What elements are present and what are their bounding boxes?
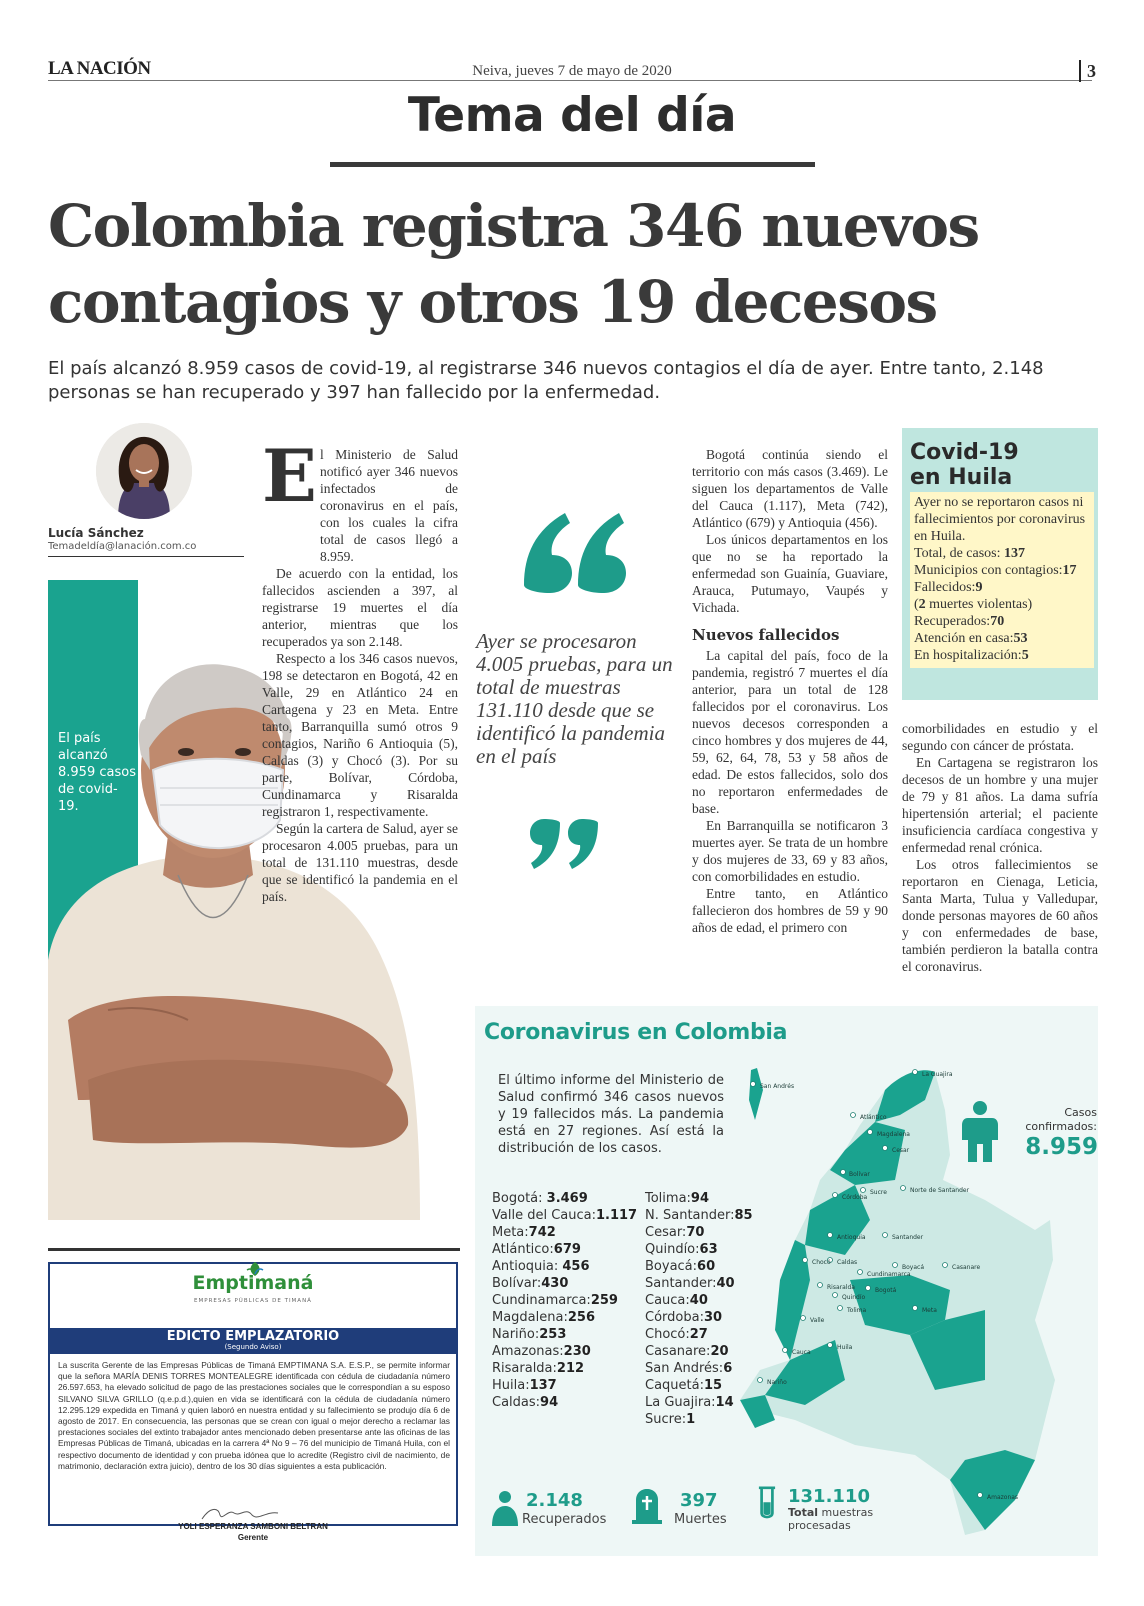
department-value: 20: [710, 1344, 729, 1359]
muestras-value: 131.110: [788, 1486, 870, 1507]
department-row: [492, 1394, 627, 1411]
huila-violentas: (2 muertes violentas): [914, 597, 1033, 612]
map-label: Casanare: [952, 1264, 981, 1271]
department-value: 94: [690, 1191, 710, 1206]
label: Fallecidos:: [914, 580, 976, 595]
label: Recuperados:: [914, 614, 991, 629]
huila-recuperados: [914, 613, 1090, 630]
muestras-label-bold: Total: [788, 1506, 819, 1519]
department-name: Chocó:: [645, 1327, 690, 1342]
person-icon: [960, 1100, 1000, 1162]
value: 70: [990, 614, 1005, 629]
department-row: [492, 1258, 627, 1275]
test-tube-icon: [752, 1486, 782, 1522]
department-name: Boyacá:: [645, 1259, 698, 1274]
label: Total, de casos:: [914, 546, 1004, 561]
department-row: [645, 1224, 755, 1241]
department-name: La Guajira:: [645, 1395, 716, 1410]
department-value: 94: [540, 1395, 559, 1410]
infographic-text: El último informe del Ministerio de Salud confirmó 346 casos nuevos y 19 fallecidos más. La pandemia está en 27 regiones. Así está la distribución de los casos.: [498, 1073, 724, 1156]
department-name: Bolívar:: [492, 1276, 542, 1291]
author-portrait-icon: [96, 423, 192, 519]
map-label: Bolívar: [849, 1171, 870, 1178]
label: Atención en casa:: [914, 631, 1014, 646]
edict-role: Gerente: [237, 1533, 269, 1542]
map-label: La Guajira: [922, 1071, 953, 1078]
department-value: 456: [562, 1259, 590, 1274]
paragraph: Los únicos departamentos en los que no se ha reportado la enfermedad son Guainía, Guaviare, Arauca, Putumayo, Vaupés y Vichada.: [692, 532, 888, 615]
label: En hospitalización:: [914, 648, 1022, 663]
map-label: Meta: [922, 1307, 937, 1314]
department-name: Córdoba:: [645, 1310, 704, 1325]
headline: Colombia registra 346 nuevos contagios y otros 19 decesos: [48, 192, 979, 336]
department-name: Huila:: [492, 1378, 530, 1393]
department-row: [492, 1224, 627, 1241]
department-value: 253: [539, 1327, 567, 1342]
department-value: 40: [716, 1276, 735, 1291]
department-value: 14: [715, 1395, 734, 1410]
department-value: 6: [723, 1361, 733, 1376]
department-name: Cesar:: [645, 1225, 687, 1240]
department-row: [645, 1275, 755, 1292]
department-name: Caquetá:: [645, 1378, 704, 1393]
value: 9: [975, 580, 983, 595]
map-label: Antioquia: [837, 1234, 866, 1241]
value: 53: [1013, 631, 1028, 646]
department-name: Quindío:: [645, 1242, 700, 1257]
paragraph: La capital del país, foco de la pandemia, registró 7 muertes el día anterior, para un total de 128 fallecidos por el coronavirus. Los nuevos decesos corresponden a cinco hombres y dos mujeres de 44, 59, 62, 64, 78, 53 y 58 años de edad. De estos fallecidos, solo dos no reportaron enfermedades de base.: [692, 648, 888, 816]
pull-quote: Ayer se procesaron 4.005 pruebas, para un total de muestras 131.110 desde que se identificó la pandemia en el país: [476, 629, 673, 768]
masthead-rule: [48, 80, 1092, 81]
department-value: 40: [689, 1293, 708, 1308]
department-value: 742: [528, 1225, 556, 1240]
department-name: Bogotá:: [492, 1191, 547, 1206]
huila-municipios: [914, 562, 1090, 579]
muestras-label-text: muestras procesadas: [788, 1506, 874, 1532]
department-row: [645, 1377, 755, 1394]
department-row: [492, 1309, 627, 1326]
recuperados-label: Recuperados: [522, 1512, 607, 1527]
department-row: [645, 1207, 755, 1224]
department-value: 256: [567, 1310, 595, 1325]
department-name: Meta:: [492, 1225, 529, 1240]
value: 137: [1004, 546, 1025, 561]
paragraph: comorbilidades en estudio y el segundo con cáncer de próstata.: [902, 721, 1098, 753]
huila-box-content: [910, 492, 1094, 668]
map-label: Atlántico: [860, 1114, 887, 1121]
photo-caption: El país alcanzó 8.959 casos de covid-19.: [58, 731, 136, 814]
huila-total: [914, 545, 1090, 562]
paragraph: Los otros fallecimientos se reportaron en Cienaga, Leticia, Santa Marta, Tulua y Valledupar, donde personas mayores de 60 años y con enfermedades de base, también perdieron la batalla contra el coronavirus.: [902, 857, 1098, 974]
map-label: Cauca: [792, 1349, 811, 1356]
muertes-label: Muertes: [674, 1512, 727, 1527]
department-value: 230: [563, 1344, 591, 1359]
map-label: Bogotá: [875, 1287, 897, 1294]
department-row: [645, 1241, 755, 1258]
department-name: Magdalena:: [492, 1310, 568, 1325]
department-list-right: [645, 1190, 755, 1428]
subhead: Nuevos fallecidos: [692, 626, 840, 644]
signature-mark: [200, 1505, 280, 1523]
department-row: [492, 1292, 627, 1309]
department-name: Casanare:: [645, 1344, 711, 1359]
map-label: Cundinamarca: [867, 1271, 911, 1278]
department-row: [645, 1292, 755, 1309]
paragraph: Respecto a los 346 casos nuevos, 198 se detectaron en Bogotá, 42 en Valle, 29 en Atlántico 24 en Cartagena y 23 en Meta. Entre tanto, Barranquilla sumó otros 9 contagios, Nariño 6 Antioquia (5), Caldas (3) y Chocó (3). Por su parte, Bolívar, Córdoba, Cundinamarca y Risaralda registraron 1, respectivamente.: [262, 651, 458, 819]
map-label: Norte de Santander: [910, 1187, 970, 1194]
casos-value: 8.959: [1025, 1134, 1098, 1160]
department-row: [645, 1326, 755, 1343]
department-row: [492, 1241, 627, 1258]
section-title: Tema del día: [407, 88, 737, 143]
department-row: [492, 1190, 627, 1207]
department-row: [645, 1343, 755, 1360]
dateline: Neiva, jueves 7 de mayo de 2020: [472, 63, 672, 79]
tombstone-icon: [632, 1488, 662, 1524]
department-value: 212: [556, 1361, 585, 1376]
quote-open-icon: [520, 505, 630, 595]
department-value: 1.117: [595, 1208, 638, 1223]
label: Municipios con contagios:: [914, 563, 1063, 578]
paragraph: Según la cartera de Salud, ayer se procesaron 4.005 pruebas, para un total de 131.110 muestras, desde que se identificó la pandemia en el país.: [262, 821, 458, 904]
huila-box-title: [910, 440, 1019, 490]
map-label: Chocó: [812, 1259, 831, 1266]
department-value: 259: [590, 1293, 618, 1308]
map-label: Cesar: [892, 1147, 910, 1154]
department-name: Antioquia:: [492, 1259, 563, 1274]
map-label: Magdalena: [877, 1131, 910, 1138]
recuperados-value: 2.148: [526, 1490, 583, 1511]
department-name: Santander:: [645, 1276, 717, 1291]
muertes-value: 397: [680, 1490, 718, 1511]
value: 5: [1021, 648, 1029, 663]
department-value: 15: [703, 1378, 723, 1393]
department-name: Amazonas:: [492, 1344, 564, 1359]
map-label: Nariño: [767, 1379, 787, 1386]
edict-title: EDICTO EMPLAZATORIO: [166, 1329, 340, 1344]
value: 17: [1062, 563, 1077, 578]
department-value: 30: [703, 1310, 723, 1325]
author-photo: [96, 423, 192, 519]
map-label: San Andrés: [760, 1083, 795, 1090]
casos-label: Casos confirmados:: [1025, 1106, 1097, 1133]
department-row: [492, 1360, 627, 1377]
department-row: [492, 1343, 627, 1360]
department-row: [492, 1377, 627, 1394]
map-label: Valle: [810, 1317, 825, 1324]
department-row: [645, 1411, 755, 1428]
department-name: N. Santander:: [645, 1208, 735, 1223]
paragraph: De acuerdo con la entidad, los fallecidos ascienden a 397, al registrarse 19 muertes el día anterior, mientras que los recuperados ya son 2.148.: [262, 566, 458, 649]
quote-close-icon: [530, 815, 600, 870]
department-value: 679: [553, 1242, 581, 1257]
huila-title-line: Covid-19: [910, 440, 1019, 465]
page-number: 3: [1079, 60, 1096, 82]
edict-note: (Segundo Aviso): [224, 1343, 282, 1351]
infographic-title: Coronavirus en Colombia: [484, 1020, 788, 1045]
huila-title-line: en Huila: [910, 465, 1013, 490]
department-value: 430: [541, 1276, 569, 1291]
map-label: Huila: [837, 1344, 853, 1351]
author-rule: [48, 556, 244, 557]
map-label: Amazonas: [987, 1494, 1019, 1501]
map-region-san-andres: [749, 1068, 763, 1120]
edict-body: La suscrita Gerente de las Empresas Públicas de Timaná EMPTIMANA S.A. E.S.P., se permite informar que la señora MARÍA DENIS TORRES MONTEALEGRE identificada con cédula de ciudadanía número 26.597.653, ha elevado solicitud de pago de las prestaciones sociales que le correspondían a su esposo SILVANO SILVA GRILLO (q.e.p.d.),quien en vida se identificará con la cédula de ciudadanía número 12.295.129 expedida en Timaná y quien laboró en nuestra entidad y su fallecimiento se produjo día 6 de agosto de 2017. En consecuencia, las personas que se crean con igual o mejor derecho a reclamar las prestaciones sociales del extinto trabajador antes mencionado deben presentarse ante las oficinas de las Empresas Públicas de Timaná, ubicadas en la carrera 4ª No 9 – 76 del municipio de Timaná Huila, con el respectivo documento de identidad y con prueba idónea que lo acredite (Registro civil de nacimiento, de matrimonio, declaración extra juicio), dentro de los 30 días siguientes a esta publicación.: [58, 1360, 450, 1471]
department-name: Nariño:: [492, 1327, 540, 1342]
paragraph: En Cartagena se registraron los decesos de un hombre y una mujer de 79 y 81 años. La dama sufría hipertensión arterial; el paciente insuficiencia cardíaca congestiva y enfermedad renal crónica.: [902, 755, 1098, 855]
section-rule: [330, 162, 815, 167]
map-label: Boyacá: [902, 1264, 924, 1271]
muestras-label: [788, 1506, 898, 1532]
huila-intro: Ayer no se reportaron casos ni fallecimientos por coronavirus en Huila.: [914, 495, 1086, 544]
map-label: Quindío: [842, 1294, 866, 1301]
body-column-3: [692, 446, 888, 936]
department-row: [645, 1258, 755, 1275]
paragraph: Bogotá continúa siendo el territorio con más casos (3.469). Le siguen los departamentos de Valle del Cauca (1.117), Meta (742), Atlántico (679) y Antioquia (456).: [692, 447, 888, 530]
edict-rule: [48, 1248, 460, 1251]
department-value: 63: [699, 1242, 718, 1257]
label: muertes violentas): [925, 597, 1033, 612]
paragraph: En Barranquilla se notificaron 3 muertes ayer. Se trata de un hombre y dos mujeres de 33, 69 y 83 años, con comorbilidades en estudio.: [692, 818, 888, 884]
department-row: [492, 1207, 638, 1224]
emptimana-logo: Emptimaná: [192, 1272, 314, 1294]
huila-fallecidos: [914, 579, 1090, 596]
department-name: Tolima:: [645, 1191, 691, 1206]
department-name: Valle del Cauca:: [492, 1208, 596, 1223]
department-row: [492, 1326, 627, 1343]
paragraph: l Ministerio de Salud notificó ayer 346 nuevos infectados de coronavirus en el país, con los cuales la cifra total de casos llegó a 8.959.: [320, 447, 458, 564]
department-value: 70: [686, 1225, 705, 1240]
department-name: Atlántico:: [492, 1242, 554, 1257]
body-column-1: [262, 433, 458, 905]
department-name: San Andrés:: [645, 1361, 724, 1376]
department-value: 137: [529, 1378, 557, 1393]
department-row: [492, 1275, 627, 1292]
huila-casa: [914, 630, 1090, 647]
department-value: 27: [689, 1327, 708, 1342]
department-row: [645, 1309, 755, 1326]
department-name: Cundinamarca:: [492, 1293, 591, 1308]
department-name: Risaralda:: [492, 1361, 557, 1376]
emptimana-logo-sub: EMPRESAS PÚBLICAS DE TIMANÁ: [194, 1298, 312, 1304]
map-label: Santander: [892, 1234, 924, 1241]
department-value: 85: [734, 1208, 753, 1223]
department-row: [645, 1394, 755, 1411]
department-value: 60: [697, 1259, 716, 1274]
body-column-4: [902, 720, 1098, 975]
department-name: Sucre:: [645, 1412, 687, 1427]
author-name: Lucía Sánchez: [48, 526, 144, 540]
author-email: Temadeldía@lanación.com.co: [48, 541, 197, 552]
department-name: Caldas:: [492, 1395, 541, 1410]
map-label: Caldas: [837, 1259, 858, 1266]
edict-signer: YOLI ESPERANZA SAMBONI BELTRAN: [178, 1522, 328, 1531]
masthead-logo: LA NACIÓN: [48, 58, 151, 79]
paragraph: Entre tanto, en Atlántico fallecieron dos hombres de 59 y 90 años de edad, el primero con: [692, 886, 888, 935]
lead-paragraph: El país alcanzó 8.959 casos de covid-19, al registrarse 346 nuevos contagios el día de ayer. Entre tanto, 2.148 personas se han recuperado y 397 han fallecido por la enfermedad.: [48, 358, 1044, 403]
map-label: Tolima: [847, 1307, 867, 1314]
huila-hosp: [914, 647, 1090, 664]
department-value: 3.469: [546, 1191, 588, 1206]
value: 2: [918, 597, 926, 612]
map-label: Sucre: [870, 1189, 887, 1196]
department-list-left: [492, 1190, 638, 1411]
map-label: Córdoba: [842, 1194, 868, 1201]
department-value: 1: [686, 1412, 696, 1427]
department-name: Cauca:: [645, 1293, 690, 1308]
department-row: [645, 1360, 755, 1377]
map-label: Risaralda: [827, 1284, 855, 1291]
drop-cap: E: [262, 433, 317, 518]
recovered-person-icon: [490, 1490, 520, 1526]
department-row: [645, 1190, 755, 1207]
